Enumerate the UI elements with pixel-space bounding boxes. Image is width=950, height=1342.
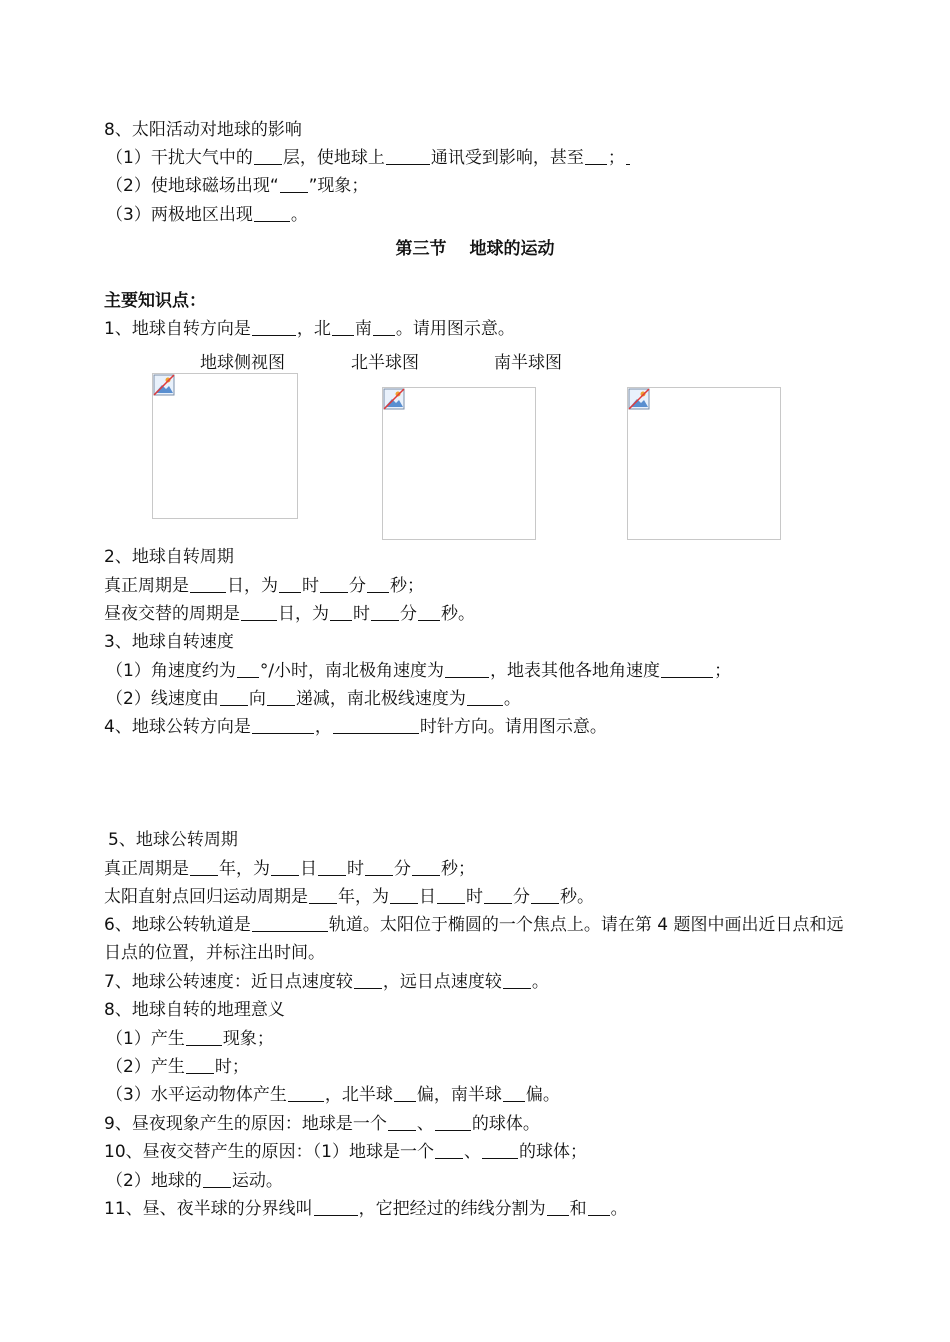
blank[interactable]	[467, 688, 503, 706]
s9-line: 9、昼夜现象产生的原因：地球是一个 、 的球体。	[104, 1114, 540, 1134]
figure-side-view	[152, 373, 298, 519]
figure-north-hemisphere	[382, 387, 536, 540]
blank[interactable]	[435, 1113, 471, 1131]
blank[interactable]	[271, 858, 299, 876]
blank[interactable]	[330, 603, 352, 621]
blank[interactable]	[585, 147, 607, 165]
blank[interactable]	[254, 147, 282, 165]
s5-title: 5、地球公转周期	[108, 830, 238, 850]
blank[interactable]	[280, 175, 308, 193]
blank[interactable]	[412, 858, 440, 876]
s10-line: 10、昼夜交替产生的原因：（1）地球是一个 、 的球体；	[104, 1142, 587, 1162]
s6-paragraph: 6、地球公转轨道是 轨道。太阳位于椭圆的一个焦点上。请在第 4 题图中画出近日点和远日点的位置，并标注出时间。	[104, 915, 844, 963]
blank[interactable]	[388, 1113, 416, 1131]
figure-caption-south: 南半球图	[494, 353, 562, 373]
section-title: 第三节 地球的运动	[395, 239, 555, 259]
blank[interactable]	[503, 1084, 525, 1102]
broken-image-icon	[628, 388, 650, 410]
s2-line-2: 昼夜交替的周期是 日，为 时 分 秒。	[104, 604, 475, 624]
blank[interactable]	[482, 1141, 518, 1159]
s4-line: 4、地球公转方向是 ， 时针方向。请用图示意。	[104, 717, 607, 737]
main-points-heading: 主要知识点：	[104, 291, 206, 311]
blank[interactable]	[186, 1028, 222, 1046]
s3-title: 3、地球自转速度	[104, 632, 234, 652]
blank[interactable]	[588, 1198, 610, 1216]
s8-item-3: （3）水平运动物体产生 ，北半球 偏，南半球 偏。	[106, 1085, 560, 1105]
figure-caption-side-view: 地球侧视图	[200, 353, 285, 373]
blank[interactable]	[190, 575, 226, 593]
blank[interactable]	[386, 147, 430, 165]
blank[interactable]	[394, 1084, 416, 1102]
s2-line-1: 真正周期是 日，为 时 分 秒；	[104, 576, 424, 596]
blank[interactable]	[354, 971, 382, 989]
blank[interactable]	[484, 886, 512, 904]
blank[interactable]	[445, 660, 489, 678]
blank[interactable]	[279, 575, 301, 593]
blank[interactable]	[203, 1170, 231, 1188]
blank[interactable]	[288, 1084, 324, 1102]
s8-item-2: （2）产生 时；	[106, 1057, 249, 1077]
blank[interactable]	[318, 858, 346, 876]
blank[interactable]	[252, 716, 314, 734]
s10-item-2: （2）地球的 运动。	[106, 1171, 283, 1191]
q8-item-1: （1）干扰大气中的 层，使地球上 通讯受到影响，甚至 ；	[106, 147, 631, 169]
s5-line-1: 真正周期是 年，为 日 时 分 秒；	[104, 859, 475, 879]
blank[interactable]	[314, 1198, 358, 1216]
figure-south-hemisphere	[627, 387, 781, 540]
s2-title: 2、地球自转周期	[104, 547, 234, 567]
blank[interactable]	[320, 575, 348, 593]
blank[interactable]	[254, 204, 290, 222]
blank[interactable]	[371, 603, 399, 621]
blank[interactable]	[252, 318, 296, 336]
blank[interactable]	[661, 660, 713, 678]
blank[interactable]	[309, 886, 337, 904]
blank[interactable]	[531, 886, 559, 904]
blank[interactable]	[373, 318, 395, 336]
blank[interactable]	[333, 716, 419, 734]
blank[interactable]	[390, 886, 418, 904]
s1-line: 1、地球自转方向是 ，北 南 。请用图示意。	[104, 319, 515, 339]
figure-caption-north: 北半球图	[351, 353, 419, 373]
blank[interactable]	[267, 688, 295, 706]
blank[interactable]	[626, 147, 630, 165]
blank[interactable]	[241, 603, 277, 621]
s8-title: 8、地球自转的地理意义	[104, 1000, 285, 1020]
blank[interactable]	[437, 886, 465, 904]
blank[interactable]	[190, 858, 218, 876]
blank[interactable]	[547, 1198, 569, 1216]
blank[interactable]	[186, 1056, 214, 1074]
s3-item-1: （1）角速度约为 °/小时，南北极角速度为 ，地表其他各地角速度 ；	[106, 661, 732, 681]
q8-item-3: （3）两极地区出现 。	[106, 205, 308, 225]
blank[interactable]	[220, 688, 248, 706]
broken-image-icon	[153, 374, 175, 396]
s7-line: 7、地球公转速度：近日点速度较 ，远日点速度较 。	[104, 972, 549, 992]
blank[interactable]	[418, 603, 440, 621]
q8-title: 8、太阳活动对地球的影响	[104, 120, 302, 140]
blank[interactable]	[237, 660, 259, 678]
s3-item-2: （2）线速度由 向 递减，南北极线速度为 。	[106, 689, 521, 709]
s8-item-1: （1）产生 现象；	[106, 1029, 274, 1049]
blank[interactable]	[503, 971, 531, 989]
blank[interactable]	[435, 1141, 463, 1159]
s5-line-2: 太阳直射点回归运动周期是 年，为 日 时 分 秒。	[104, 887, 594, 907]
blank[interactable]	[367, 575, 389, 593]
blank[interactable]	[365, 858, 393, 876]
blank[interactable]	[332, 318, 354, 336]
blank[interactable]	[252, 914, 328, 932]
s11-line: 11、昼、夜半球的分界线叫 ，它把经过的纬线分割为 和 。	[104, 1199, 628, 1219]
q8-item-2: （2）使地球磁场出现“ ”现象；	[106, 176, 369, 196]
broken-image-icon	[383, 388, 405, 410]
